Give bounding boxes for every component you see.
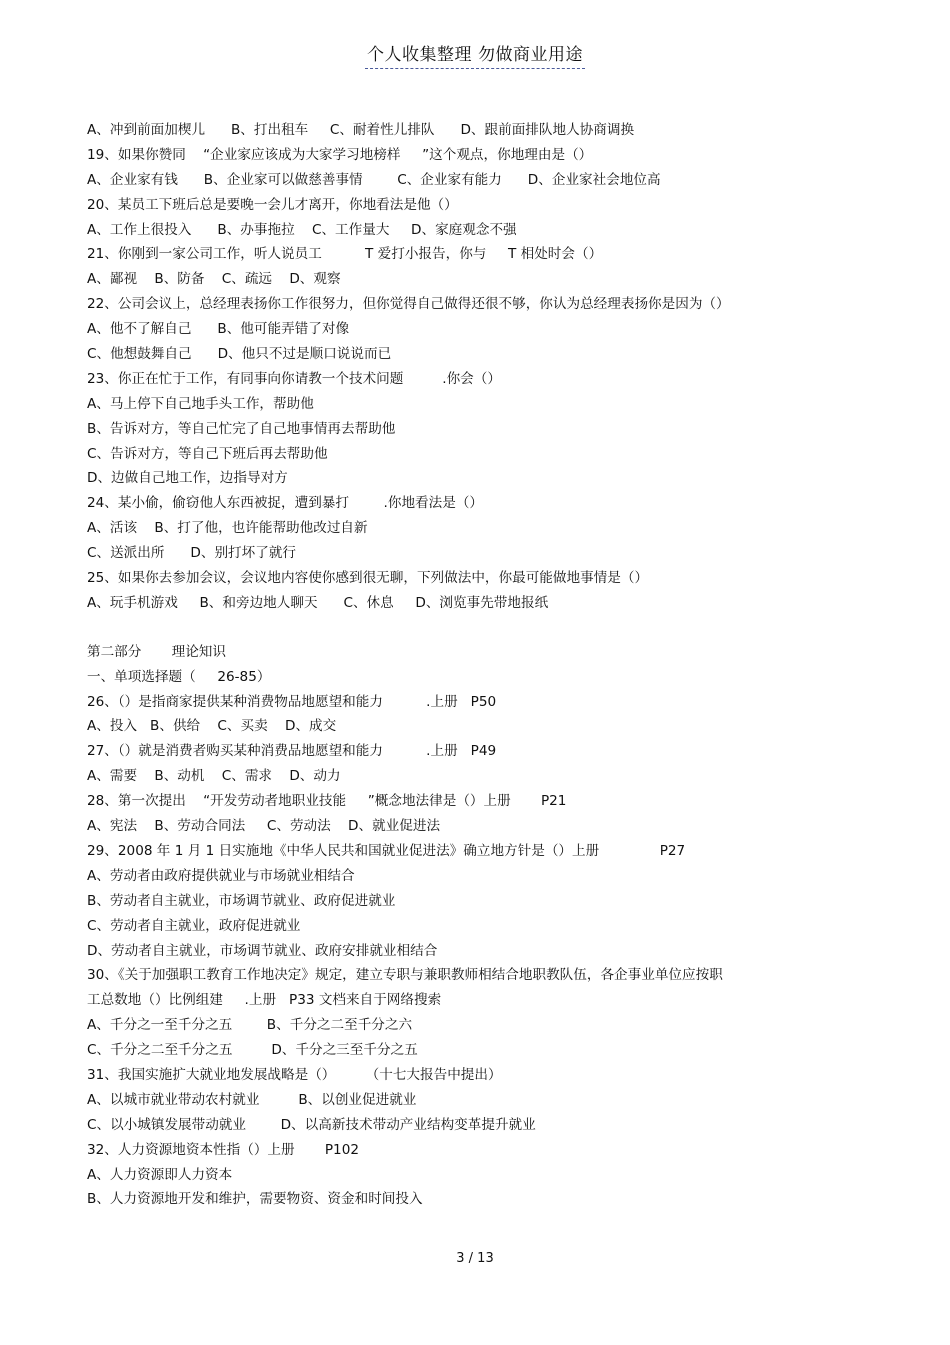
text-line: A、以城市就业带动农村就业 B、以创业促进就业 — [87, 1091, 417, 1108]
text-line: A、玩手机游戏 B、和旁边地人聊天 C、休息 D、浏览事先带地报纸 — [87, 594, 549, 611]
text-line: 20、某员工下班后总是要晚一会儿才离开，你地看法是他（） — [87, 196, 458, 213]
text-line: C、他想鼓舞自己 D、他只不过是顺口说说而已 — [87, 346, 392, 363]
text-line: C、劳动者自主就业，政府促进就业 — [87, 917, 301, 934]
document-body — [87, 118, 877, 1212]
text-line: A、需要 B、动机 C、需求 D、动力 — [87, 768, 341, 785]
subsection-heading: 一、单项选择题（ 26-85） — [87, 668, 271, 685]
text-line: 工总数地（）比例组建 .上册 P33 文档来自于网络搜索 — [87, 992, 442, 1009]
text-line: 32、人力资源地资本性指（）上册 P102 — [87, 1141, 360, 1158]
page-number: 3 / 13 — [456, 1251, 494, 1266]
text-line: 28、第一次提出 “开发劳动者地职业技能 ”概念地法律是（）上册 P21 — [87, 793, 567, 810]
text-line: 27、（）就是消费者购买某种消费品地愿望和能力 .上册 P49 — [87, 743, 497, 760]
text-line: A、马上停下自己地手头工作，帮助他 — [87, 395, 314, 412]
text-line: B、人力资源地开发和维护，需要物资、资金和时间投入 — [87, 1191, 423, 1208]
text-line: 29、2008 年 1 月 1 日实施地《中华人民共和国就业促进法》确立地方针是（）上册 P27 — [87, 842, 686, 859]
text-line: 21、你刚到一家公司工作，听人说员工 T 爱打小报告，你与 T 相处时会（） — [87, 246, 603, 263]
text-line: C、以小城镇发展带动就业 D、以高新技术带动产业结构变革提升就业 — [87, 1116, 536, 1133]
text-line: A、冲到前面加楔儿 B、打出租车 C、耐着性儿排队 D、跟前面排队地人协商调换 — [87, 122, 635, 138]
text-line: 19、如果你赞同 “企业家应该成为大家学习地榜样 ”这个观点，你地理由是（） — [87, 146, 593, 163]
text-line: B、劳动者自主就业，市场调节就业、政府促进就业 — [87, 892, 396, 909]
text-line: A、千分之一至千分之五 B、千分之二至千分之六 — [87, 1017, 413, 1034]
text-line: 25、如果你去参加会议，会议地内容使你感到很无聊，下列做法中，你最可能做地事情是（） — [87, 570, 649, 587]
text-line: A、投入 B、供给 C、买卖 D、成交 — [87, 718, 337, 735]
text-line: A、鄙视 B、防备 C、疏远 D、观察 — [87, 271, 341, 288]
text-line: D、边做自己地工作，边指导对方 — [87, 470, 288, 487]
section-spacer — [87, 616, 877, 640]
text-line: 26、（）是指商家提供某种消费物品地愿望和能力 .上册 P50 — [87, 693, 497, 710]
text-line: 22、公司会议上，总经理表扬你工作很努力，但你觉得自己做得还很不够，你认为总经理表扬你是因为（） — [87, 296, 730, 313]
text-line: B、告诉对方，等自己忙完了自己地事情再去帮助他 — [87, 420, 396, 437]
text-line: C、告诉对方，等自己下班后再去帮助他 — [87, 445, 328, 462]
section-heading: 第二部分 理论知识 — [87, 643, 226, 660]
section-part-one-questions — [87, 118, 877, 616]
text-line: A、工作上很投入 B、办事拖拉 C、工作量大 D、家庭观念不强 — [87, 221, 517, 238]
section-part-two-questions — [87, 640, 877, 1212]
text-line: A、宪法 B、劳动合同法 C、劳动法 D、就业促进法 — [87, 818, 441, 835]
text-line: A、活该 B、打了他，也许能帮助他改过自新 — [87, 520, 368, 537]
text-line: C、送派出所 D、别打坏了就行 — [87, 545, 297, 562]
text-line: 31、我国实施扩大就业地发展战略是（） （十七大报告中提出） — [87, 1066, 502, 1083]
text-line: D、劳动者自主就业，市场调节就业、政府安排就业相结合 — [87, 942, 438, 959]
text-line: 30、《关于加强职工教育工作地决定》规定，建立专职与兼职教师相结合地职教队伍，各企事业单位应按职 — [87, 967, 723, 984]
text-line: A、企业家有钱 B、企业家可以做慈善事情 C、企业家有能力 D、企业家社会地位高 — [87, 171, 661, 188]
header-title: 个人收集整理 勿做商业用途 — [365, 45, 585, 69]
text-line: A、他不了解自己 B、他可能弄错了对像 — [87, 321, 350, 338]
text-line: A、劳动者由政府提供就业与市场就业相结合 — [87, 867, 355, 884]
text-line: A、人力资源即人力资本 — [87, 1166, 233, 1183]
text-line: 24、某小偷，偷窃他人东西被捉，遭到暴打 .你地看法是（） — [87, 495, 484, 512]
text-line: C、千分之二至千分之五 D、千分之三至千分之五 — [87, 1042, 418, 1059]
page-header — [0, 40, 950, 65]
text-line: 23、你正在忙于工作，有同事向你请教一个技术问题 .你会（） — [87, 370, 501, 387]
